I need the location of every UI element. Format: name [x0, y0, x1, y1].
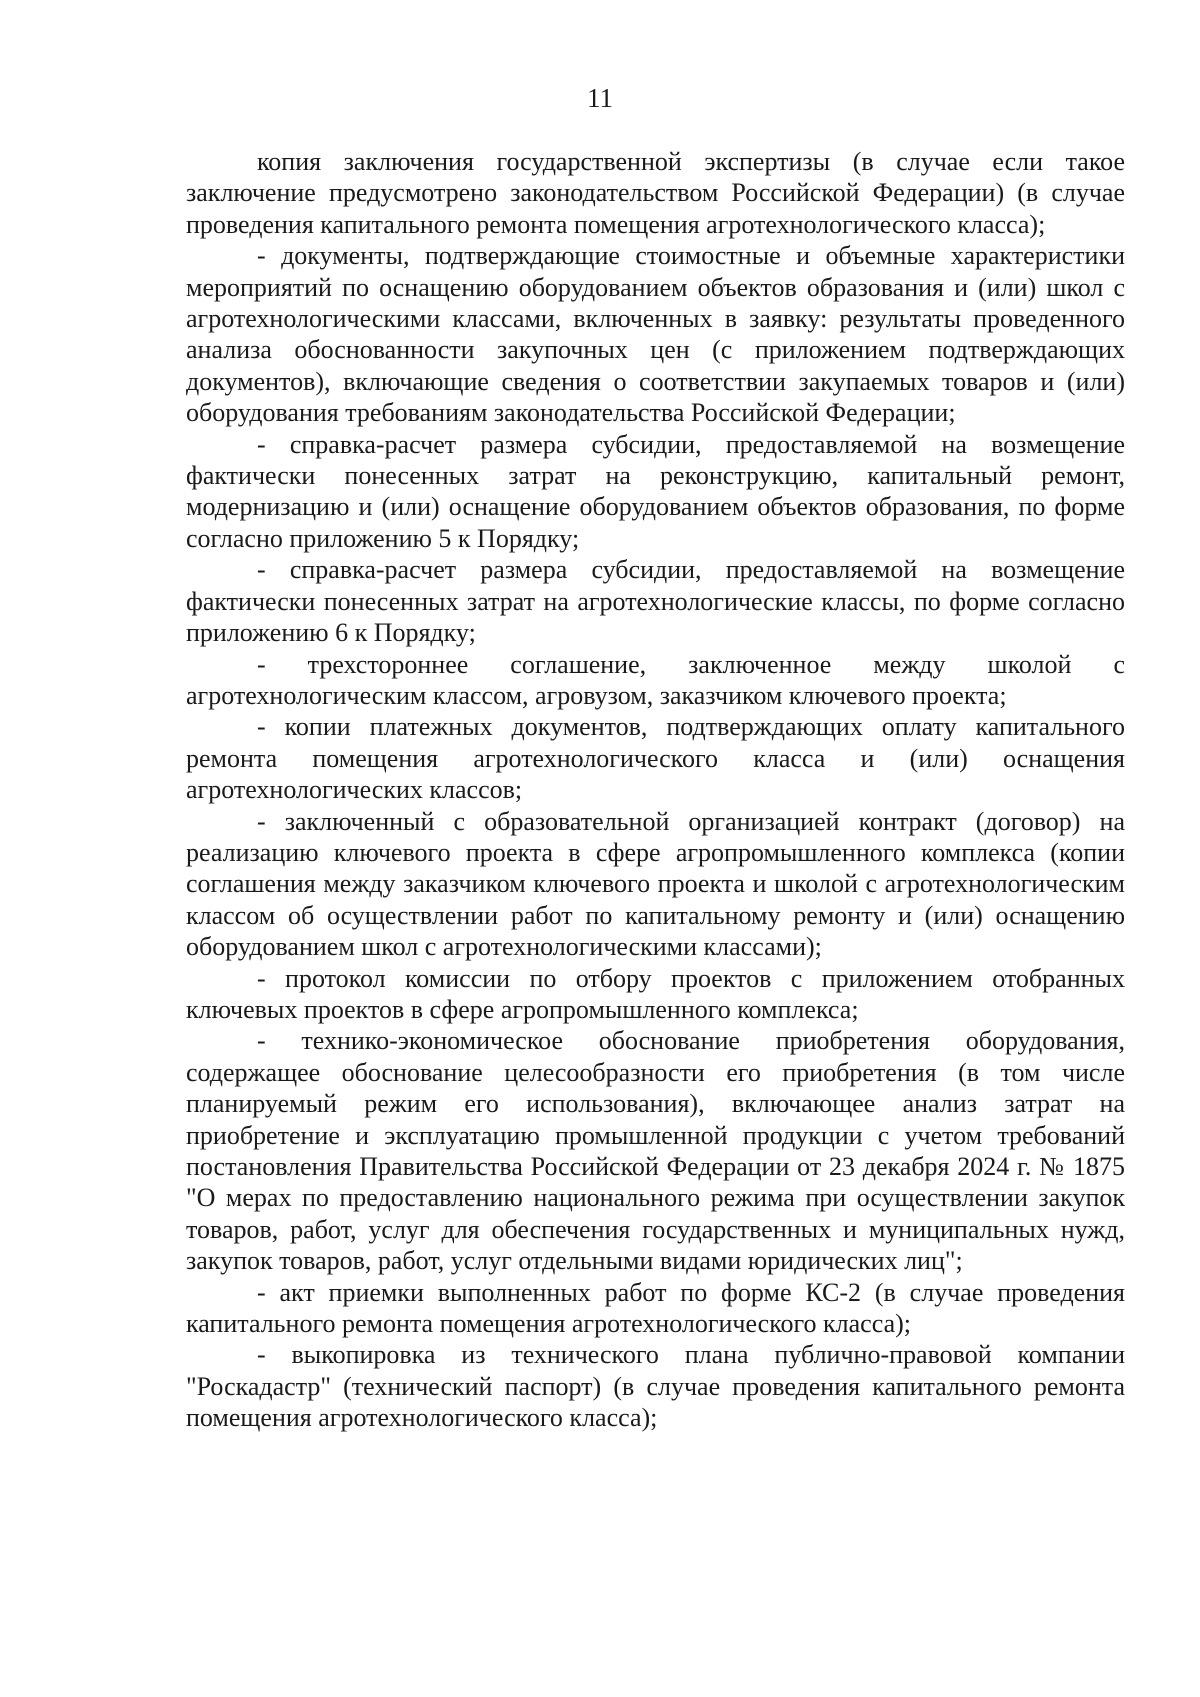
paragraph-state-expertise-copy: копия заключения государственной экспертизы (в случае если такое заключение предусмотрено законодательством Российской Федерации) (в случае проведения капитального ремонта помещения агротехнологического класса);	[186, 147, 1125, 239]
paragraph-acceptance-act: - акт приемки выполненных работ по форме КС-2 (в случае проведения капитального ремонта помещения агротехнологического класса);	[186, 1277, 1125, 1339]
paragraph-technical-plan-extract: - выкопировка из технического плана публично-правовой компании "Роскадастр" (технический паспорт) (в случае проведения капитального ремонта помещения агротехнологического класса);	[186, 1340, 1125, 1433]
paragraph-feasibility-study: - технико-экономическое обоснование приобретения оборудования, содержащее обоснование целесообразности его приобретения (в том числе планируемый режим его использования), включающее анализ затрат на приобретение и эксплуатацию промышленной продукции с учетом требований постановления Правительства Российской Федерации от 23 декабря 2024 г. № 1875 "О мерах по предоставлению национального режима при осуществлении закупок товаров, работ, услуг для обеспечения государственных и муниципальных нужд, закупок товаров, работ, услуг отдельными видами юридических лиц";	[186, 1026, 1125, 1276]
paragraph-subsidy-calculation-form-5: - справка-расчет размера субсидии, предоставляемой на возмещение фактически понесенных затрат на реконструкцию, капитальный ремонт, модернизацию и (или) оснащение оборудованием объектов образования, по форме согласно приложению 5 к Порядку;	[186, 429, 1125, 553]
paragraph-subsidy-calculation-form-6: - справка-расчет размера субсидии, предоставляемой на возмещение фактически понесенных затрат на агротехнологические классы, по форме согласно приложению 6 к Порядку;	[186, 555, 1125, 648]
paragraph-cost-documents: - документы, подтверждающие стоимостные и объемные характеристики мероприятий по оснащению оборудованием объектов образования и (или) школ с агротехнологическими классами, включенных в заявку: результаты проведенного анализа обоснованности закупочных цен (с приложением подтверждающих документов), включающие сведения о соответствии закупаемых товаров и (или) оборудования требованиям законодательства Российской Федерации;	[186, 241, 1125, 428]
page-number: 11	[587, 83, 613, 113]
paragraph-payment-documents: - копии платежных документов, подтверждающих оплату капитального ремонта помещения агротехнологического класса и (или) оснащения агротехнологических классов;	[186, 712, 1125, 805]
document-body	[186, 146, 1125, 1434]
paragraph-contract: - заключенный с образовательной организацией контракт (договор) на реализацию ключевого проекта в сфере агропромышленного комплекса (копии соглашения между заказчиком ключевого проекта и школой с агротехнологическим классом об осуществлении работ по капитальному ремонту и (или) оснащению оборудованием школ с агротехнологическими классами);	[186, 806, 1125, 962]
paragraph-tripartite-agreement: - трехстороннее соглашение, заключенное между школой с агротехнологическим классом, агровузом, заказчиком ключевого проекта;	[186, 649, 1125, 710]
paragraph-commission-protocol: - протокол комиссии по отбору проектов с приложением отобранных ключевых проектов в сфере агропромышленного комплекса;	[186, 963, 1125, 1024]
